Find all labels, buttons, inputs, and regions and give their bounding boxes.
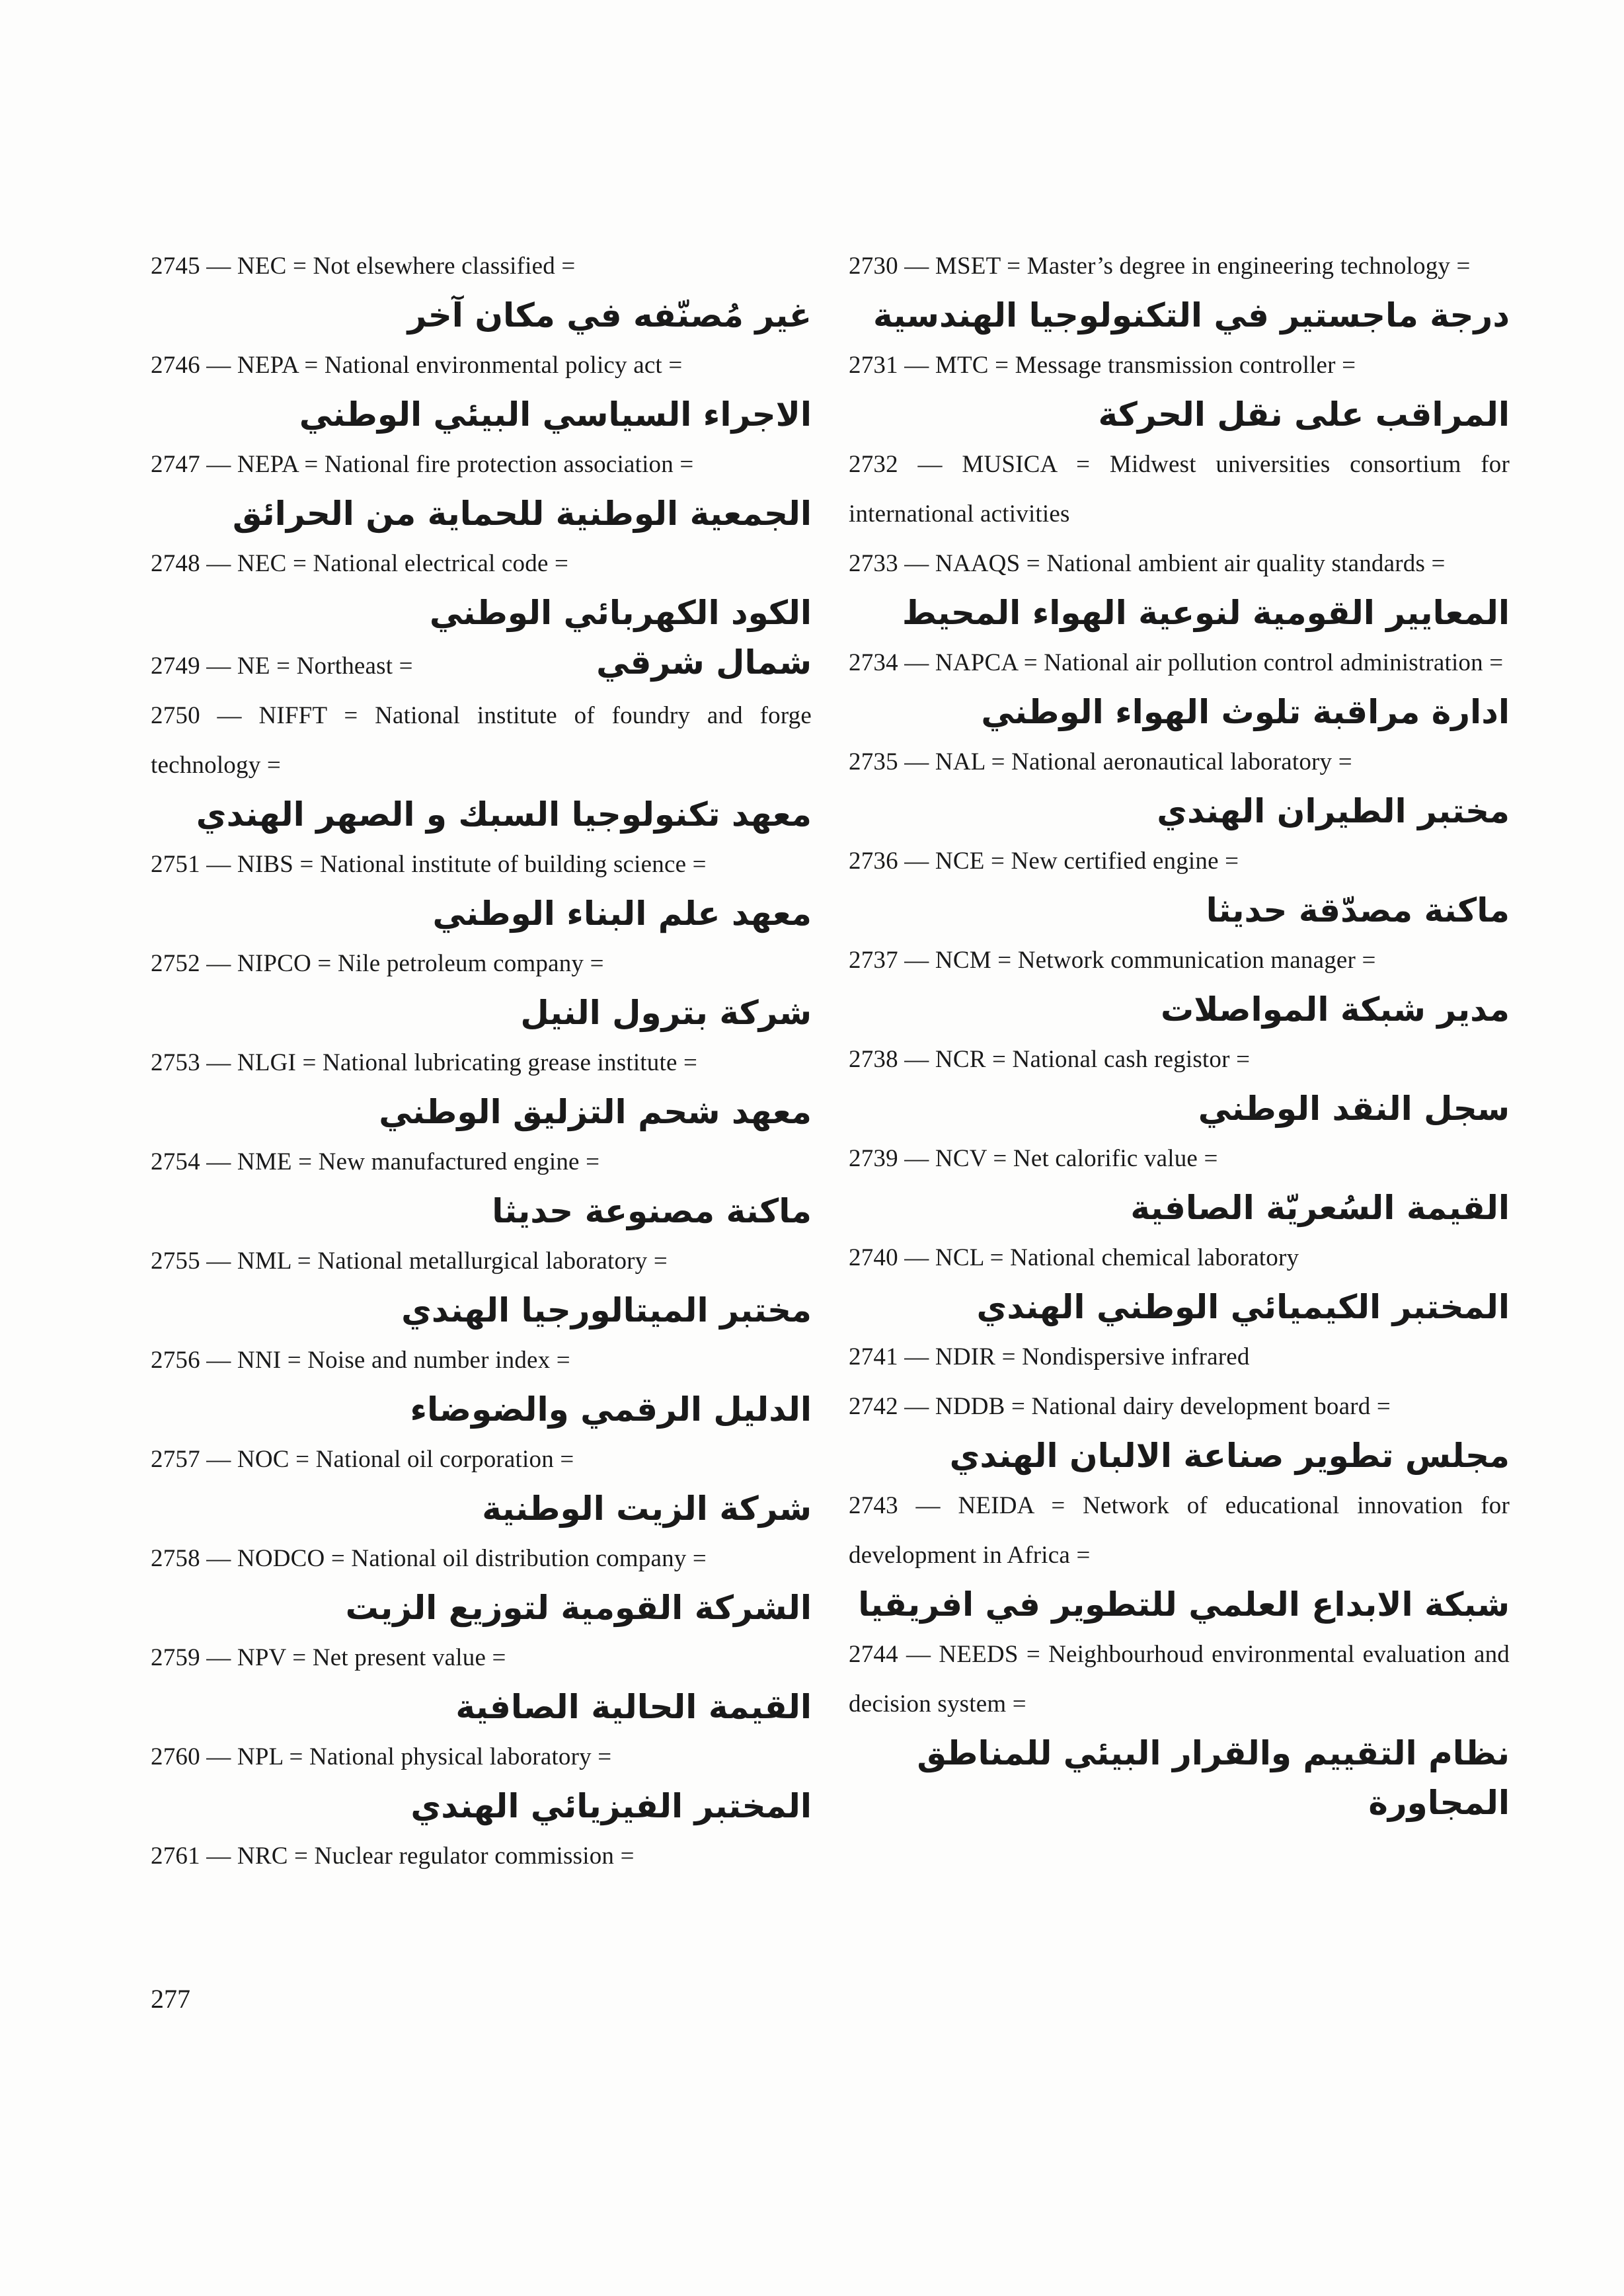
entry-arabic-translation: المختبر الكيميائي الوطني الهندي: [976, 1288, 1510, 1326]
entry-arabic-translation: الدليل الرقمي والضوضاء: [410, 1390, 812, 1429]
dictionary-entry: [849, 1630, 1510, 1828]
entry-arabic-translation: معهد شحم التزليق الوطني: [379, 1093, 812, 1131]
entry-arabic-translation: مختبر الميتالورجيا الهندي: [401, 1291, 812, 1329]
dictionary-entry: [849, 340, 1510, 440]
dictionary-entry: [151, 1236, 812, 1335]
dictionary-entry: [151, 691, 812, 840]
dictionary-entry: [151, 1732, 812, 1831]
entry-term: 2731 — MTC = Message transmission controller =: [849, 352, 1356, 379]
entry-term: 2735 — NAL = National aeronautical laboratory =: [849, 748, 1352, 775]
entry-term: 2748 — NEC = National electrical code =: [151, 550, 569, 577]
dictionary-entry: [151, 1038, 812, 1137]
entry-term: 2757 — NOC = National oil corporation =: [151, 1446, 574, 1473]
dictionary-entry: [849, 539, 1510, 638]
entry-arabic-translation: ادارة مراقبة تلوث الهواء الوطني: [981, 693, 1510, 731]
dictionary-entry: [151, 638, 812, 691]
entry-arabic-translation: الكود الكهربائي الوطني: [429, 594, 812, 632]
dictionary-entry: [151, 1335, 812, 1435]
entry-arabic-translation: ماكنة مصنوعة حديثا: [492, 1192, 812, 1230]
entry-term: 2759 — NPV = Net present value =: [151, 1644, 506, 1671]
dictionary-entry: [849, 1035, 1510, 1134]
dictionary-entry: [151, 939, 812, 1038]
dictionary-entry: [849, 1332, 1510, 1382]
entry-term: 2749 — NE = Northeast =: [151, 653, 413, 680]
dictionary-entry: [849, 737, 1510, 836]
right-column: [849, 241, 1510, 1828]
entry-term: 2732 — MUSICA = Midwest universities consortium for international activities: [849, 451, 1510, 528]
entry-term: 2739 — NCV = Net calorific value =: [849, 1145, 1218, 1172]
entry-arabic-translation: مجلس تطوير صناعة الالبان الهندي: [949, 1437, 1510, 1475]
dictionary-entry: [151, 1137, 812, 1236]
dictionary-entry: [849, 241, 1510, 340]
entry-term: 2755 — NML = National metallurgical laboratory =: [151, 1247, 668, 1275]
entry-arabic-translation: معهد علم البناء الوطني: [432, 894, 812, 933]
entry-term: 2736 — NCE = New certified engine =: [849, 848, 1239, 875]
entry-term: 2756 — NNI = Noise and number index =: [151, 1347, 570, 1374]
entry-arabic-translation: غير مُصنّفه في مكان آخر: [407, 296, 812, 335]
entry-inline-row: [151, 638, 812, 691]
entry-term: 2758 — NODCO = National oil distribution company =: [151, 1545, 707, 1572]
entry-arabic-translation: المعايير القومية لنوعية الهواء المحيط: [902, 594, 1510, 632]
entry-arabic-translation: مختبر الطيران الهندي: [1157, 792, 1510, 830]
dictionary-entry: [151, 241, 812, 340]
entry-term: 2741 — NDIR = Nondispersive infrared: [849, 1343, 1250, 1370]
entry-arabic-translation: مدير شبكة المواصلات: [1161, 990, 1510, 1029]
entry-arabic-translation: شمال شرقي: [596, 643, 812, 682]
dictionary-entry: [849, 836, 1510, 935]
entry-term: 2761 — NRC = Nuclear regulator commission =: [151, 1842, 635, 1870]
entry-term: 2752 — NIPCO = Nile petroleum company =: [151, 950, 604, 977]
entry-arabic-translation: القيمة الحالية الصافية: [455, 1688, 812, 1726]
dictionary-entry: [151, 1633, 812, 1732]
entry-arabic-translation: ماكنة مصدّقة حديثا: [1206, 891, 1510, 930]
entry-arabic-translation: الاجراء السياسي البيئي الوطني: [299, 395, 812, 434]
entry-term: 2737 — NCM = Network communication manager =: [849, 947, 1376, 974]
entry-term: 2754 — NME = New manufactured engine =: [151, 1148, 600, 1175]
dictionary-entry: [151, 1831, 812, 1881]
entry-arabic-translation: المراقب على نقل الحركة: [1098, 395, 1510, 434]
entry-arabic-translation: المختبر الفيزيائي الهندي: [410, 1787, 812, 1825]
entry-term: 2742 — NDDB = National dairy development board =: [849, 1393, 1391, 1420]
dictionary-entry: [849, 1382, 1510, 1481]
entry-arabic-translation: نظام التقييم والقرار البيئي للمناطق المجاورة: [917, 1734, 1510, 1822]
entry-term: 2733 — NAAQS = National ambient air quality standards =: [849, 550, 1446, 577]
dictionary-entry: [151, 1534, 812, 1633]
entry-arabic-translation: سجل النقد الوطني: [1198, 1089, 1510, 1128]
entry-arabic-translation: الشركة القومية لتوزيع الزيت: [345, 1589, 812, 1627]
entry-arabic-translation: شركة الزيت الوطنية: [482, 1489, 812, 1528]
entry-term: 2738 — NCR = National cash registor =: [849, 1046, 1251, 1073]
entry-term: 2740 — NCL = National chemical laboratory: [849, 1244, 1299, 1271]
entry-term: 2751 — NIBS = National institute of building science =: [151, 851, 707, 878]
entry-arabic-translation: معهد تكنولوجيا السبك و الصهر الهندي: [196, 795, 812, 834]
entry-term: 2760 — NPL = National physical laboratory =: [151, 1743, 612, 1770]
entry-term: 2753 — NLGI = National lubricating grease institute =: [151, 1049, 698, 1076]
entry-term: 2747 — NEPA = National fire protection association =: [151, 451, 694, 478]
entry-arabic-translation: درجة ماجستير في التكنولوجيا الهندسية: [873, 296, 1510, 335]
entry-term: 2734 — NAPCA = National air pollution control administration =: [849, 649, 1504, 676]
dictionary-entry: [151, 1435, 812, 1534]
page-number: 277: [151, 1984, 190, 2014]
dictionary-entry: [849, 1481, 1510, 1630]
entry-arabic-translation: الجمعية الوطنية للحماية من الحرائق: [232, 495, 812, 533]
dictionary-entry: [151, 539, 812, 638]
dictionary-entry: [849, 1233, 1510, 1332]
entry-term: 2745 — NEC = Not elsewhere classified =: [151, 253, 576, 280]
entry-term: 2743 — NEIDA = Network of educational innovation for development in Africa =: [849, 1492, 1510, 1569]
left-column: [151, 241, 812, 1881]
entry-arabic-translation: شبكة الابداع العلمي للتطوير في افريقيا: [858, 1585, 1510, 1624]
dictionary-entry: [849, 935, 1510, 1035]
entry-term: 2750 — NIFFT = National institute of foundry and forge technology =: [151, 702, 812, 779]
entry-term: 2746 — NEPA = National environmental policy act =: [151, 352, 683, 379]
entry-term: 2730 — MSET = Master’s degree in engineering technology =: [849, 253, 1471, 280]
entry-term: 2744 — NEEDS = Neighbourhoud environmental evaluation and decision system =: [849, 1641, 1510, 1718]
dictionary-entry: [849, 440, 1510, 539]
dictionary-entry: [151, 440, 812, 539]
dictionary-entry: [151, 340, 812, 440]
dictionary-entry: [849, 638, 1510, 737]
dictionary-entry: [151, 840, 812, 939]
entry-arabic-translation: شركة بترول النيل: [520, 994, 812, 1032]
dictionary-entry: [849, 1134, 1510, 1233]
entry-arabic-translation: القيمة السُعريّة الصافية: [1130, 1189, 1510, 1227]
